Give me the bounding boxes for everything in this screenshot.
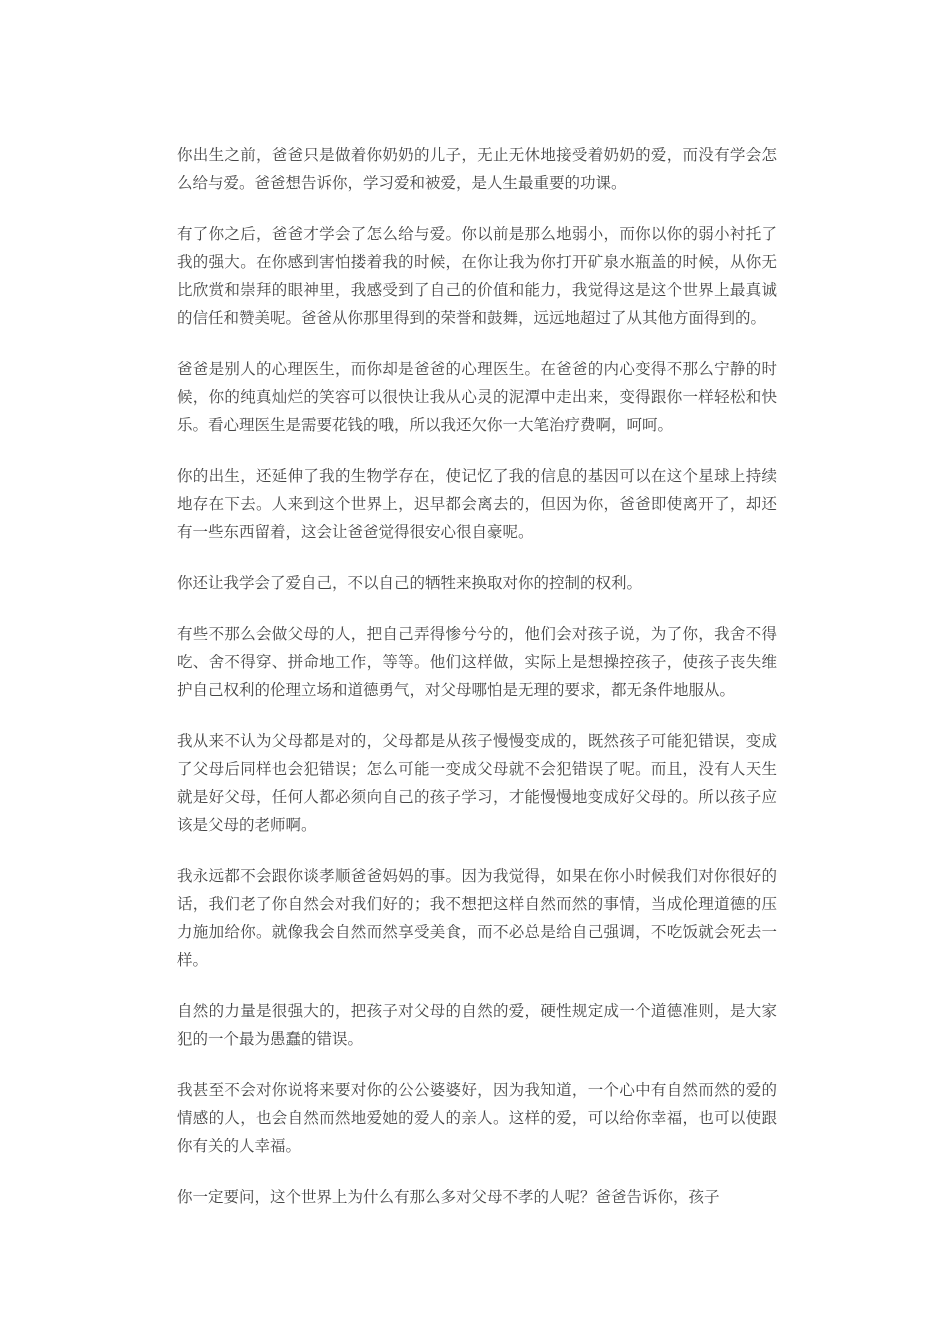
- paragraph-3: 爸爸是别人的心理医生，而你却是爸爸的心理医生。在爸爸的内心变得不那么宁静的时候，你的纯真灿烂的笑容可以很快让我从心灵的泥潭中走出来，变得跟你一样轻松和快乐。看心理医生是需要花钱的哦，所以我还欠你一大笔治疗费啊，呵呵。: [177, 360, 777, 434]
- paragraph-2: 有了你之后，爸爸才学会了怎么给与爱。你以前是那么地弱小，而你以你的弱小衬托了我的强大。在你感到害怕搂着我的时候，在你让我为你打开矿泉水瓶盖的时候，从你无比欣赏和崇拜的眼神里，我感受到了自己的价值和能力，我觉得这是这个世界上最真诚的信任和赞美呢。爸爸从你那里得到的荣誉和鼓舞，远远地超过了从其他方面得到的。: [177, 225, 777, 327]
- paragraph-9: 自然的力量是很强大的，把孩子对父母的自然的爱，硬性规定成一个道德准则，是大家犯的一个最为愚蠢的错误。: [177, 1002, 777, 1048]
- paragraph-5: 你还让我学会了爱自己，不以自己的牺牲来换取对你的控制的权利。: [177, 574, 643, 592]
- paragraph-6: 有些不那么会做父母的人，把自己弄得惨兮兮的，他们会对孩子说，为了你，我舍不得吃、舍不得穿、拼命地工作，等等。他们这样做，实际上是想操控孩子，使孩子丧失维护自己权利的伦理立场和道德勇气，对父母哪怕是无理的要求，都无条件地服从。: [177, 625, 777, 699]
- paragraph-10: 我甚至不会对你说将来要对你的公公婆婆好，因为我知道，一个心中有自然而然的爱的情感的人，也会自然而然地爱她的爱人的亲人。这样的爱，可以给你幸福，也可以使跟你有关的人幸福。: [177, 1081, 777, 1155]
- paragraph-8: 我永远都不会跟你谈孝顺爸爸妈妈的事。因为我觉得，如果在你小时候我们对你很好的话，我们老了你自然会对我们好的；我不想把这样自然而然的事情，当成伦理道德的压力施加给你。就像我会自然而然享受美食，而不必总是给自己强调，不吃饭就会死去一样。: [177, 867, 777, 969]
- paragraph-1: 你出生之前，爸爸只是做着你奶奶的儿子，无止无休地接受着奶奶的爱，而没有学会怎么给与爱。爸爸想告诉你，学习爱和被爱，是人生最重要的功课。: [177, 146, 777, 192]
- document-body: [177, 141, 777, 1234]
- paragraph-4: 你的出生，还延伸了我的生物学存在，使记忆了我的信息的基因可以在这个星球上持续地存在下去。人来到这个世界上，迟早都会离去的，但因为你，爸爸即使离开了，却还有一些东西留着，这会让爸爸觉得很安心很自豪呢。: [177, 467, 777, 541]
- paragraph-7: 我从来不认为父母都是对的，父母都是从孩子慢慢变成的，既然孩子可能犯错误，变成了父母后同样也会犯错误；怎么可能一变成父母就不会犯错误了呢。而且，没有人天生就是好父母，任何人都必须向自己的孩子学习，才能慢慢地变成好父母的。所以孩子应该是父母的老师啊。: [177, 732, 777, 834]
- paragraph-11: 你一定要问，这个世界上为什么有那么多对父母不孝的人呢？爸爸告诉你，孩子: [177, 1188, 720, 1206]
